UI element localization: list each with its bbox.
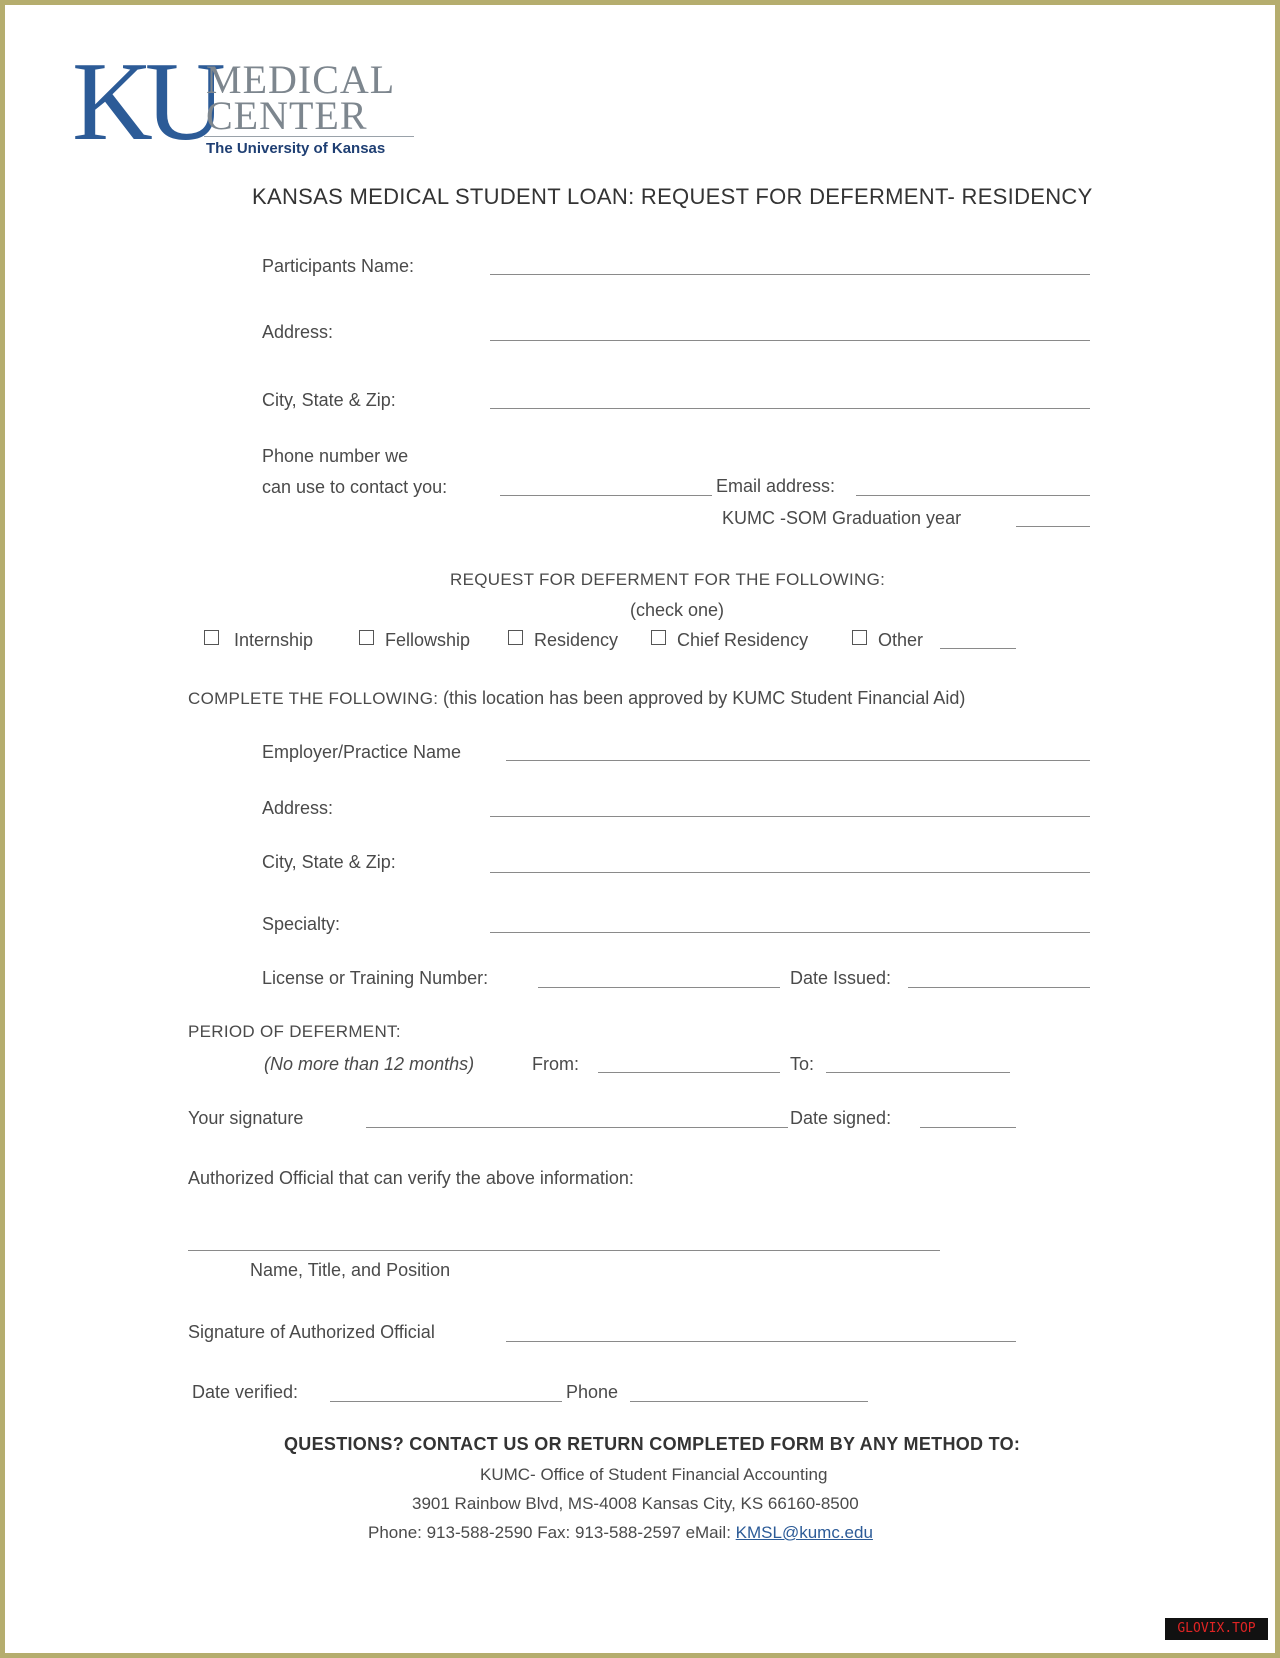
logo-line1: MEDICAL [206,57,396,102]
date-verified-field[interactable] [330,1401,562,1402]
license-label: License or Training Number: [262,968,489,988]
period-limit: (No more than 12 months) [264,1054,475,1074]
internship-checkbox[interactable] [204,630,219,645]
authorized-official-label: Authorized Official that can verify the above information: [188,1168,634,1188]
employer-city-field[interactable] [490,872,1090,873]
form-title: KANSAS MEDICAL STUDENT LOAN: REQUEST FOR DEFERMENT- RESIDENCY [252,184,1093,209]
period-from-field[interactable] [598,1072,780,1073]
logo-line2: CENTER [206,93,368,138]
logo-rule [204,136,414,137]
date-verified-label: Date verified: [192,1382,299,1402]
specialty-label: Specialty: [262,914,341,934]
employer-field[interactable] [506,760,1090,761]
employer-address-label: Address: [262,798,334,818]
date-signed-label: Date signed: [790,1108,892,1128]
request-subheading: (check one) [630,600,725,620]
complete-heading-row [188,688,965,709]
phone-field[interactable] [500,495,712,496]
participant-name-label: Participants Name: [262,256,415,276]
participant-name-field[interactable] [490,274,1090,275]
footer-contact-row [368,1523,873,1543]
graduation-year-field[interactable] [1016,526,1090,527]
date-issued-field[interactable] [908,987,1090,988]
authorized-signature-field[interactable] [506,1341,1016,1342]
logo-medical-center [206,57,396,138]
logo-ku-letters: KU [72,40,218,164]
other-checkbox[interactable] [852,630,867,645]
fellowship-label: Fellowship [385,630,471,650]
specialty-field[interactable] [490,932,1090,933]
request-heading: REQUEST FOR DEFERMENT FOR THE FOLLOWING: [450,570,886,589]
your-signature-field[interactable] [366,1127,788,1128]
phone-label-line1: Phone number we [262,446,409,466]
footer-heading: QUESTIONS? CONTACT US OR RETURN COMPLETED FORM BY ANY METHOD TO: [284,1434,1021,1454]
period-to-label: To: [790,1054,815,1074]
employer-address-field[interactable] [490,816,1090,817]
date-signed-field[interactable] [920,1127,1016,1128]
date-issued-label: Date Issued: [790,968,892,988]
city-state-zip-field[interactable] [490,408,1090,409]
footer-email-link[interactable]: KMSL@kumc.edu [735,1523,873,1542]
complete-heading: COMPLETE THE FOLLOWING: [188,689,439,708]
official-phone-field[interactable] [630,1401,868,1402]
phone-label-line2: can use to contact you: [262,477,448,497]
other-field[interactable] [940,648,1016,649]
address-label: Address: [262,322,334,342]
city-state-zip-label: City, State & Zip: [262,390,396,410]
residency-checkbox[interactable] [508,630,523,645]
period-from-label: From: [532,1054,579,1074]
complete-note: (this location has been approved by KUMC Student Financial Aid) [443,688,966,708]
graduation-year-label: KUMC -SOM Graduation year [722,508,962,528]
chief-residency-checkbox[interactable] [651,630,666,645]
authorized-name-field[interactable] [188,1250,940,1251]
official-phone-label: Phone [566,1382,619,1402]
residency-label: Residency [534,630,619,650]
your-signature-label: Your signature [188,1108,304,1128]
name-title-position-label: Name, Title, and Position [250,1260,451,1280]
period-heading: PERIOD OF DEFERMENT: [188,1022,401,1041]
other-label: Other [878,630,924,650]
address-field[interactable] [490,340,1090,341]
chief-residency-label: Chief Residency [677,630,809,650]
internship-label: Internship [234,630,314,650]
employer-city-label: City, State & Zip: [262,852,396,872]
license-field[interactable] [538,987,780,988]
period-to-field[interactable] [826,1072,1010,1073]
watermark: GLOVIX.TOP [1165,1618,1268,1640]
footer-office: KUMC- Office of Student Financial Accounting [480,1465,828,1484]
authorized-signature-label: Signature of Authorized Official [188,1322,435,1342]
footer-phone-fax: Phone: 913-588-2590 Fax: 913-588-2597 eMail: [368,1523,731,1542]
fellowship-checkbox[interactable] [359,630,374,645]
logo-subtitle: The University of Kansas [206,140,386,157]
footer-address: 3901 Rainbow Blvd, MS-4008 Kansas City, KS 66160-8500 [412,1494,859,1513]
email-field[interactable] [856,495,1090,496]
employer-label: Employer/Practice Name [262,742,462,762]
email-label: Email address: [716,476,836,496]
